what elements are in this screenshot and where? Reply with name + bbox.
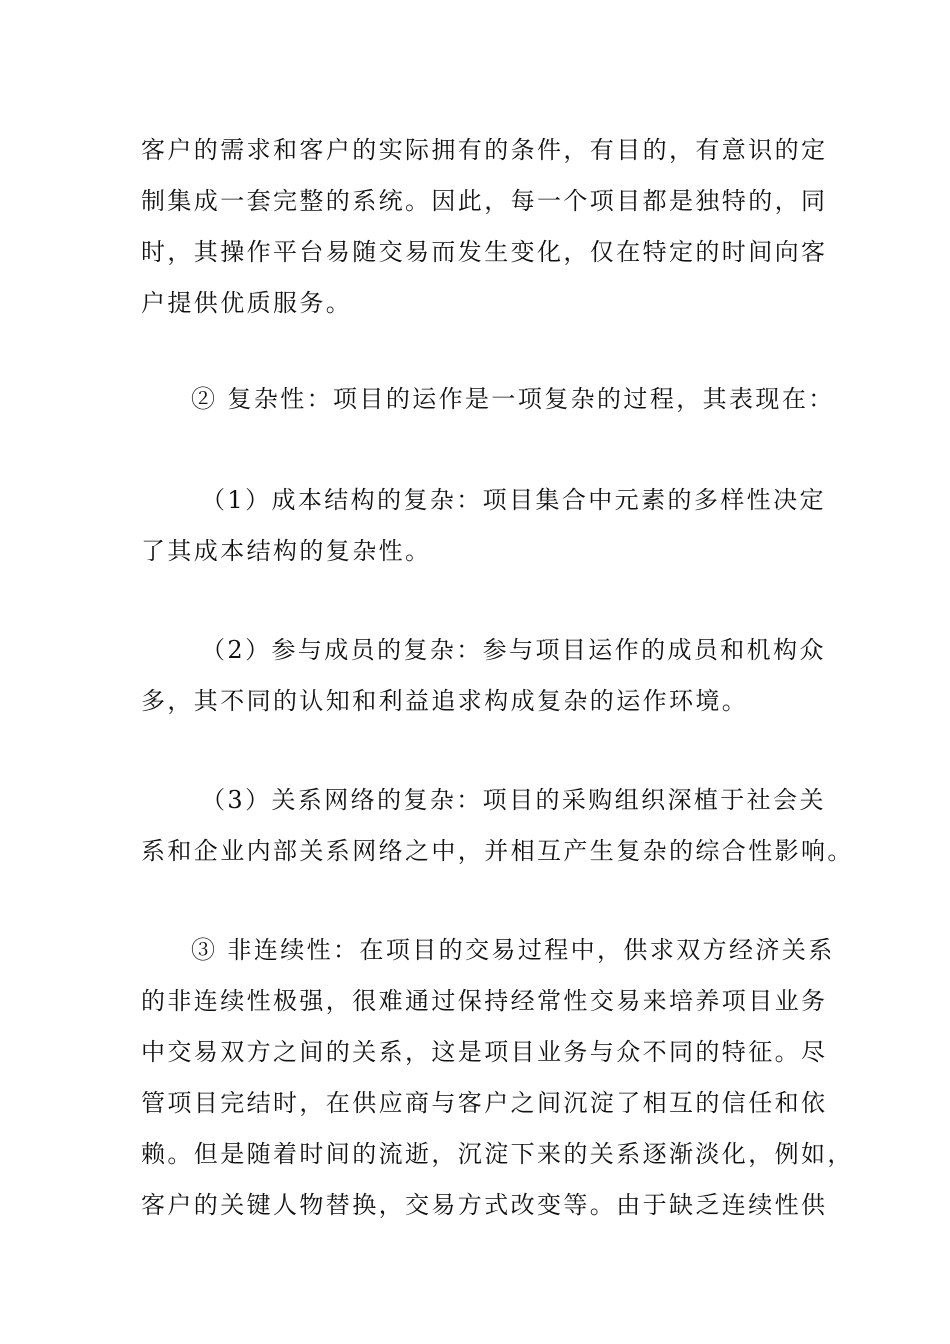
- text-line: 中交易双方之间的关系，这是项目业务与众不同的特征。尽: [141, 1038, 828, 1066]
- paragraph-customization: [141, 125, 828, 329]
- text-line: 管项目完结时，在供应商与客户之间沉淀了相互的信任和依: [141, 1089, 828, 1117]
- text-line: ② 复杂性：项目的运作是一项复杂的过程，其表现在：: [191, 385, 835, 413]
- paragraph-members: [141, 625, 826, 727]
- text-line: 客户的关键人物替换，交易方式改变等。由于缺乏连续性供: [141, 1191, 828, 1219]
- text-line: 制集成一套完整的系统。因此，每一个项目都是独特的，同: [141, 187, 828, 215]
- text-line: 时，其操作平台易随交易而发生变化，仅在特定的时间向客: [141, 238, 828, 266]
- text-line: 的非连续性极强，很难通过保持经常性交易来培养项目业务: [141, 987, 828, 1015]
- paragraph-cost-structure: [141, 475, 826, 577]
- text-line: 多，其不同的认知和利益追求构成复杂的运作环境。: [141, 687, 749, 715]
- paragraph-complexity-heading: [141, 374, 835, 425]
- paragraph-relationship-network: [141, 775, 854, 877]
- text-line: 了其成本结构的复杂性。: [141, 537, 432, 565]
- text-line: （2）参与成员的复杂：参与项目运作的成员和机构众: [201, 636, 826, 664]
- text-line: 客户的需求和客户的实际拥有的条件，有目的，有意识的定: [141, 136, 828, 164]
- text-line: ③ 非连续性：在项目的交易过程中，供求双方经济关系: [191, 936, 835, 964]
- paragraph-discontinuity: [141, 925, 854, 1231]
- text-line: 户提供优质服务。: [141, 289, 353, 317]
- text-line: （3）关系网络的复杂：项目的采购组织深植于社会关: [201, 786, 826, 814]
- text-line: （1）成本结构的复杂：项目集合中元素的多样性决定: [201, 486, 826, 514]
- text-line: 系和企业内部关系网络之中，并相互产生复杂的综合性影响。: [141, 837, 854, 865]
- text-line: 赖。但是随着时间的流逝，沉淀下来的关系逐渐淡化，例如，: [141, 1140, 854, 1168]
